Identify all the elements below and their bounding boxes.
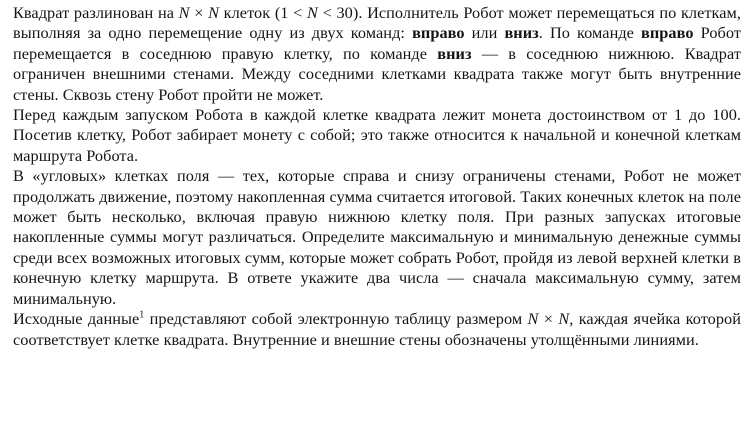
text-run: , каждая ячейка которой соответствует клетке квадрата. Внутренние и внешние стены обозначены утолщёнными линиями. [13, 309, 741, 349]
command-right: вправо [412, 23, 465, 43]
variable-n: N [307, 3, 318, 22]
times-sign: × [538, 309, 559, 329]
text-run: Робот перемещается в соседнюю правую клетку, по команде [13, 23, 741, 63]
variable-n: N [178, 3, 190, 22]
text-run: . По команде [538, 23, 642, 43]
variable-n: N [558, 309, 570, 329]
paragraph-rules [13, 3, 741, 105]
paragraph-input-data [13, 309, 741, 350]
times-sign: × [189, 3, 209, 22]
command-right: вправо [641, 23, 694, 43]
text-run: — в соседнюю нижнюю. Квадрат ограничен внешними стенами. Между соседними клетками квадрата также могут быть внутренние стены. Сквозь стену Робот пройти не может. [13, 43, 741, 104]
text-run: Исходные данные [13, 309, 140, 329]
command-down: вниз [504, 23, 539, 43]
footnote-marker: 1 [139, 309, 145, 321]
text-run: представляют собой электронную таблицу размером [144, 309, 528, 329]
paragraph-coins: Перед каждым запуском Робота в каждой клетке квадрата лежит монета достоинством от 1 до 100. Посетив клетку, Робот забирает монету с собой; это также относится к начальной и конечной клеткам маршрута Робота. [13, 105, 741, 165]
variable-n: N [527, 309, 539, 329]
task-text [13, 3, 741, 350]
paragraph-task: В «угловых» клетках поля — тех, которые справа и снизу ограничены стенами, Робот не может продолжать движение, поэтому накопленная сумма считается итоговой. Таких конечных клеток на поле может быть несколько, включая правую нижнюю клетку поля. При разных запусках итоговые накопленные суммы могут различаться. Определите максимальную и минимальную денежные суммы среди всех возможных итоговых сумм, которые может собрать Робот, пройдя из левой верхней клетки в конечную клетку маршрута. В ответе укажите два числа — сначала максимальную сумму, затем минимальную. [13, 166, 741, 308]
text-run: < 30). Исполнитель Робот может перемещаться по клеткам, выполняя за одно перемещение одну из двух команд: [13, 3, 741, 43]
command-down: вниз [437, 43, 472, 63]
text-run: клеток (1 < [219, 3, 308, 22]
variable-n: N [208, 3, 220, 22]
text-run: или [464, 23, 505, 43]
text-run: Квадрат разлинован на [13, 3, 179, 22]
